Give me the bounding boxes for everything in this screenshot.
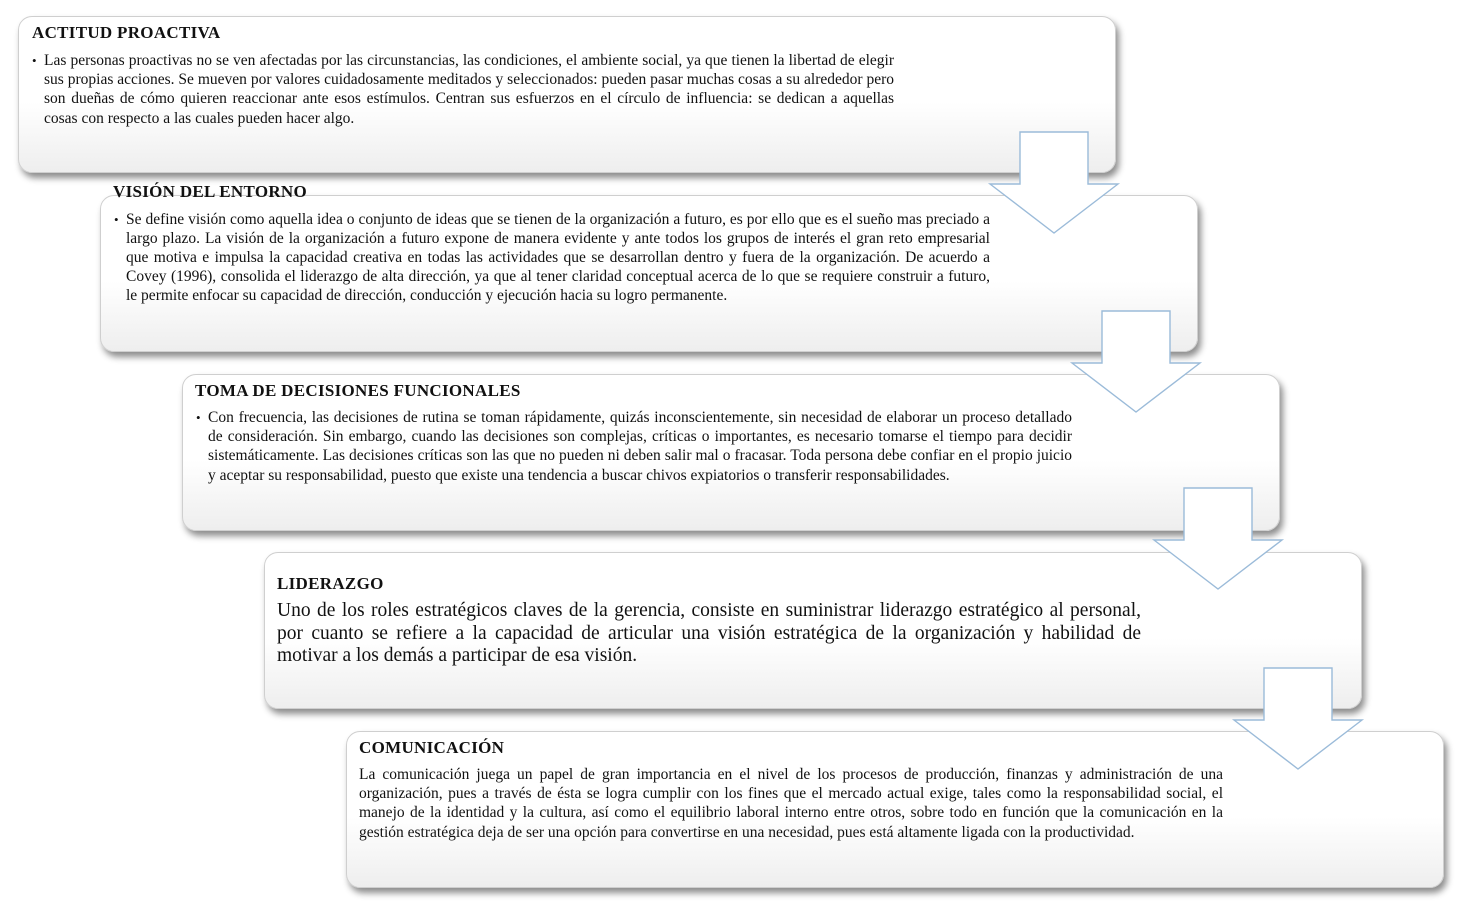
down-arrow-icon: [1070, 310, 1202, 414]
step-title-liderazgo: LIDERAZGO: [277, 574, 384, 593]
step-title-vision-del-entorno: VISIÓN DEL ENTORNO: [113, 182, 308, 201]
step-title-actitud-proactiva: ACTITUD PROACTIVA: [32, 23, 221, 42]
down-arrow-icon: [988, 131, 1120, 235]
down-arrow-icon: [1152, 487, 1284, 591]
step-text-actitud-proactiva: • Las personas proactivas no se ven afectadas por las circunstancias, las condiciones, el ambiente social, ya que tienen la libertad de elegir sus propias acciones. Se mueven por valores cuidadosamente meditados y seleccionados: pueden pasar muchas cosas a su alrededor pero son dueñas de cómo quieren reaccionar ante esos estímulos. Centran sus esfuerzos en el círculo de influencia: se dedican a aquellas cosas con respecto a las cuales pueden hacer algo.: [32, 51, 894, 128]
step-text-vision-del-entorno: • Se define visión como aquella idea o conjunto de ideas que se tienen de la organización a futuro, es por ello que es el sueño mas preciado a largo plazo. La visión de la organización a futuro expone de manera evidente y ante todos los grupos de interés el gran reto empresarial que motiva e impulsa la capacidad creativa en todas las actividades que se desarrollan dentro y fuera de la organización. De acuerdo a Covey (1996), consolida el liderazgo de alta dirección, ya que al tener claridad conceptual acerca de lo que se requiere construir a futuro, le permite enfocar su capacidad de dirección, conducción y ejecución hacia su logro permanente.: [114, 210, 990, 305]
step-title-comunicacion: COMUNICACIÓN: [359, 738, 505, 757]
down-arrow-icon: [1232, 667, 1364, 771]
step-text-liderazgo: Uno de los roles estratégicos claves de la gerencia, consiste en suministrar liderazgo estratégico al personal, por cuanto se refiere a la capacidad de articular una visión estratégica de la organización y habilidad de motivar a los demás a participar de esa visión.: [277, 600, 1141, 666]
step-title-toma-de-decisiones: TOMA DE DECISIONES FUNCIONALES: [195, 381, 521, 400]
step-text-comunicacion: La comunicación juega un papel de gran importancia en el nivel de los procesos de producción, finanzas y administración de una organización, pues a través de ésta se logra cumplir con los fines que el mercado actual exige, tales como la responsabilidad social, el manejo de la identidad y la cultura, así como el equilibrio laboral interno entre otros, sobre todo en función que la comunicación en la gestión estratégica deja de ser una opción para convertirse en una necesidad, pues está altamente ligada con la productividad.: [359, 766, 1223, 841]
step-text-toma-de-decisiones: • Con frecuencia, las decisiones de rutina se toman rápidamente, quizás inconscientemente, sin necesidad de elaborar un proceso detallado de consideración. Sin embargo, cuando las decisiones son complejas, críticas o importantes, es necesario tomarse el tiempo para decidir sistemáticamente. Las decisiones críticas son las que no pueden ni deben salir mal o fracasar. Toda persona debe confiar en el propio juicio y aceptar su responsabilidad, puesto que existe una tendencia a buscar chivos expiatorios o transferir responsabilidades.: [196, 408, 1072, 485]
